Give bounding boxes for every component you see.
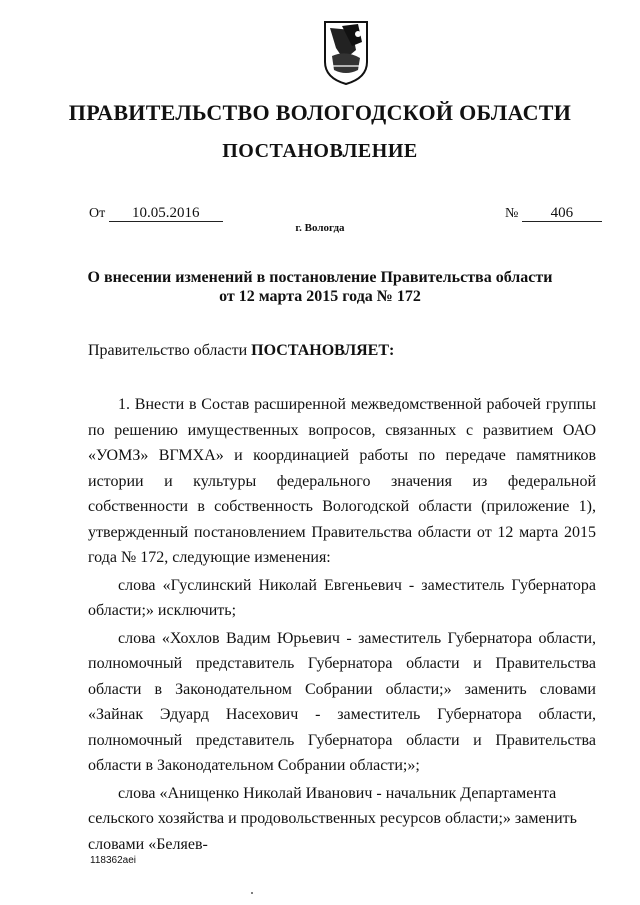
number-prefix: № [505,206,519,221]
decree-subject: Правительство области [88,342,248,359]
document-heading [60,268,580,306]
paragraph-2: слова «Гуслинский Николай Евгеньевич - заместитель Губернатора области;» исключить; [88,576,596,619]
heading-line-2: от 12 марта 2015 года № 172 [219,288,421,305]
paragraph-1: 1. Внести в Состав расширенной межведомственной рабочей группы по решению имущественных вопросов, связанных с развитием ОАО «УОМЗ» ВГМХА» и координацией работы по передаче памятников истории и культуры федерального значения из федеральной собственности в собственность Вологодской области (приложение 1), утвержденный постановлением Правительства области от 12 марта 2015 года № 172, следующие изменения: [88,396,596,566]
document-code: 118362аеі [90,855,136,866]
government-title: ПРАВИТЕЛЬСТВО ВОЛОГОДСКОЙ ОБЛАСТИ [68,100,572,125]
city-label: г. Вологда [295,222,345,234]
number-field [505,205,602,222]
paragraph-4: слова «Анищенко Николай Иванович - начальник Департамента сельского хозяйства и продовольственных ресурсов области;» заменить словами «Беляев- [88,784,577,853]
decree-verb: ПОСТАНОВЛЯЕТ: [251,342,395,359]
paragraph-3: слова «Хохлов Вадим Юрьевич - заместитель Губернатора области, полномочный представитель Губернатора области и Правительства области в Законодательном Собрании области;» заменить словами «Зайнак Эдуард Насехович - заместитель Губернатора области, полномочный представитель Губернатора области и Правительства области в Законодательном Собрании области;»; [88,629,596,774]
scan-speck [251,892,253,894]
number-value: 406 [522,205,602,222]
date-prefix: От [89,206,106,221]
date-field [89,205,223,222]
heading-line-1: О внесении изменений в постановление Правительства области [87,269,553,286]
document-type: ПОСТАНОВЛЕНИЕ [222,140,418,162]
date-value: 10.05.2016 [109,205,223,222]
coat-of-arms-icon [322,20,370,86]
decree-line [88,342,394,360]
document-body [88,392,596,859]
